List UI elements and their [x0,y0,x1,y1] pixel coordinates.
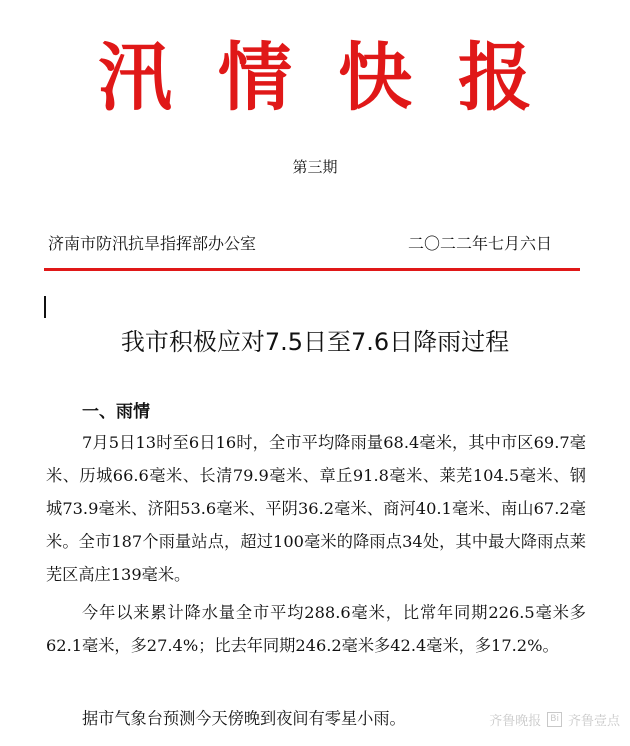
masthead-title: 汛情快报 [98,35,578,121]
watermark [489,710,620,729]
header-row [48,231,588,254]
issuing-office: 济南市防汛抗旱指挥部办公室 [48,234,257,253]
paragraph-cumulative: 今年以来累计降水量全市平均288.6毫米，比常年同期226.5毫米多62.1毫米，多27.4%；比去年同期246.2毫米多42.4毫米，多17.2%。 [46,603,586,655]
issue-number: 第三期 [292,158,338,176]
issue-date: 二〇二二年七月六日 [407,234,552,253]
paragraph-rainfall: 7月5日13时至6日16时，全市平均降雨量68.4毫米，其中市区69.7毫米、历城66.6毫米、长清79.9毫米、章丘91.8毫米、莱芜104.5毫米、钢城73.9毫米、济阳53.6毫米、平阴36.2毫米、商河40.1毫米、南山67.2毫米。全市187个雨量站点，超过100毫米的降雨点34处，其中最大降雨点莱芜区高庄139毫米。 [46,433,586,584]
paragraph-forecast: 据市气象台预测今天傍晚到夜间有零星小雨。 [82,709,406,728]
text-cursor [44,296,46,318]
red-divider [44,268,580,271]
watermark-badge-icon: Bi [547,712,562,727]
watermark-brand: 齐鲁壹点 [567,714,620,729]
section-heading: 一、雨情 [82,402,150,422]
article-title: 我市积极应对7.5日至7.6日降雨过程 [120,328,510,356]
watermark-text: 齐鲁晚报 [489,714,542,729]
